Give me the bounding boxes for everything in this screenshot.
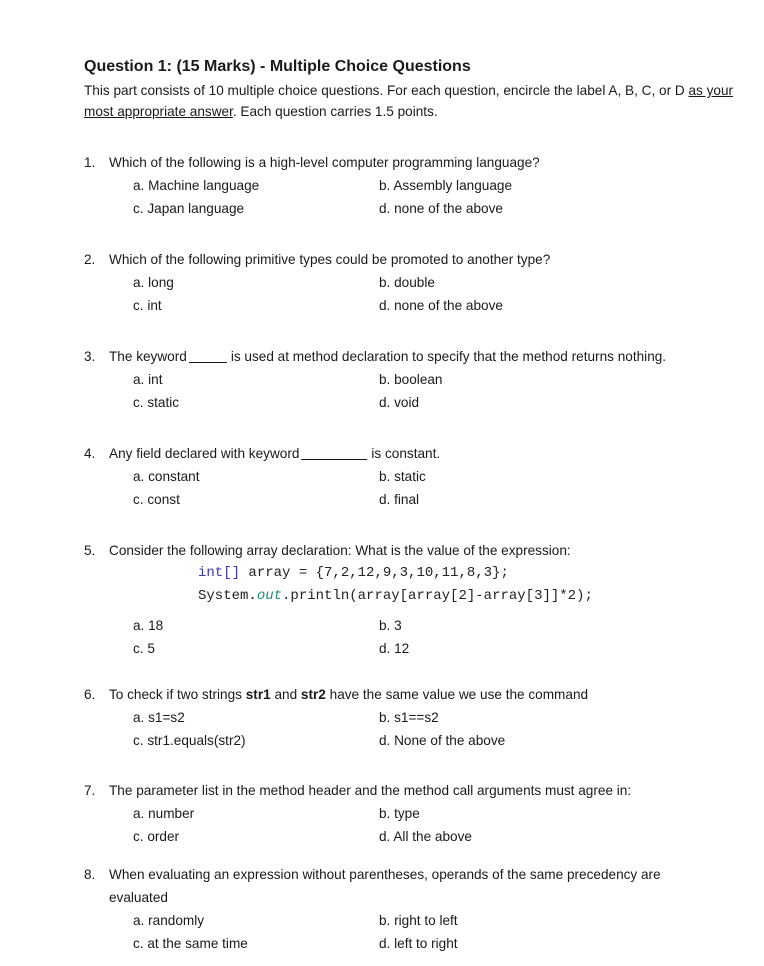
question-number: 6.	[84, 687, 96, 702]
string-name-1: str1	[245, 687, 271, 702]
code-line-1	[198, 562, 744, 585]
option-b[interactable]: b. boolean	[379, 372, 443, 387]
option-a[interactable]: a. constant	[133, 469, 200, 484]
question-text-start: Any field declared with keyword	[109, 446, 300, 461]
instructions-text: This part consists of 10 multiple choice questions. For each question, encircle the label A, B, C, or D	[84, 83, 689, 98]
instructions-text-end: . Each question carries 1.5 points.	[232, 104, 438, 119]
option-b[interactable]: b. double	[379, 275, 435, 290]
option-a[interactable]: a. int	[133, 372, 163, 387]
question-text: Consider the following array declaration: What is the value of the expression:	[109, 543, 571, 558]
option-d[interactable]: d. None of the above	[379, 733, 506, 748]
code-line-2	[198, 585, 744, 608]
question-4	[84, 442, 744, 511]
code-type-keyword: int[]	[198, 565, 241, 581]
question-number: 3.	[84, 349, 96, 364]
option-b[interactable]: b. type	[379, 806, 420, 821]
question-2	[84, 248, 744, 317]
option-c[interactable]: c. str1.equals(str2)	[133, 733, 246, 748]
option-d[interactable]: d. final	[379, 492, 420, 507]
question-text: Which of the following is a high-level computer programming language?	[109, 155, 540, 170]
option-d[interactable]: d. none of the above	[379, 298, 503, 313]
question-text-start: To check if two strings	[109, 687, 246, 702]
question-text-end: is constant.	[371, 446, 441, 461]
question-text-continued: evaluated	[109, 890, 168, 905]
option-c[interactable]: c. static	[133, 395, 180, 410]
option-c[interactable]: c. 5	[133, 641, 155, 656]
question-3	[84, 345, 744, 414]
section-title: Question 1: (15 Marks) - Multiple Choice Questions	[84, 58, 471, 75]
option-d[interactable]: d. All the above	[379, 829, 472, 844]
question-text-start: The keyword	[109, 349, 187, 364]
question-number: 7.	[84, 783, 96, 798]
option-d[interactable]: d. left to right	[379, 936, 458, 951]
question-1	[84, 151, 744, 220]
question-number: 5.	[84, 543, 96, 558]
code-text: System.	[198, 588, 257, 604]
option-a[interactable]: a. number	[133, 806, 195, 821]
question-7	[84, 779, 744, 848]
option-a[interactable]: a. randomly	[133, 913, 205, 928]
option-b[interactable]: b. static	[379, 469, 426, 484]
question-6	[84, 683, 744, 752]
option-a[interactable]: a. s1=s2	[133, 710, 185, 725]
question-number: 1.	[84, 155, 96, 170]
option-b[interactable]: b. s1==s2	[379, 710, 439, 725]
question-text-end: have the same value we use the command	[325, 687, 589, 702]
question-text	[109, 442, 744, 465]
question-number: 4.	[84, 446, 96, 461]
string-name-2: str2	[300, 687, 326, 702]
instructions	[84, 80, 756, 122]
question-5	[84, 539, 744, 660]
question-text-mid: and	[270, 687, 301, 702]
option-c[interactable]: c. int	[133, 298, 162, 313]
question-text	[109, 683, 744, 706]
option-d[interactable]: d. void	[379, 395, 420, 410]
question-number: 8.	[84, 867, 96, 882]
question-text: The parameter list in the method header and the method call arguments must agree in:	[109, 783, 632, 798]
option-c[interactable]: c. Japan language	[133, 201, 245, 216]
answer-blank	[301, 445, 367, 460]
option-c[interactable]: c. order	[133, 829, 180, 844]
code-text: array = {7,2,12,9,3,10,11,8,3};	[240, 565, 509, 581]
option-a[interactable]: a. 18	[133, 618, 164, 633]
question-8	[84, 863, 744, 955]
question-number: 2.	[84, 252, 96, 267]
instructions-underlined: as your most appropriate answer	[84, 83, 734, 119]
code-snippet	[198, 562, 744, 608]
question-text	[109, 345, 744, 368]
code-text: .println(array[array[2]-array[3]]*2);	[282, 588, 593, 604]
answer-blank	[189, 348, 227, 363]
option-b[interactable]: b. 3	[379, 618, 402, 633]
code-field: out	[256, 588, 283, 604]
question-text: When evaluating an expression without parentheses, operands of the same precedency are	[109, 867, 661, 882]
option-d[interactable]: d. 12	[379, 641, 410, 656]
option-a[interactable]: a. long	[133, 275, 174, 290]
option-c[interactable]: c. at the same time	[133, 936, 248, 951]
question-text: Which of the following primitive types could be promoted to another type?	[109, 252, 551, 267]
option-b[interactable]: b. Assembly language	[379, 178, 513, 193]
option-c[interactable]: c. const	[133, 492, 180, 507]
question-text-end: is used at method declaration to specify that the method returns nothing.	[230, 349, 667, 364]
option-b[interactable]: b. right to left	[379, 913, 458, 928]
option-d[interactable]: d. none of the above	[379, 201, 503, 216]
option-a[interactable]: a. Machine language	[133, 178, 260, 193]
